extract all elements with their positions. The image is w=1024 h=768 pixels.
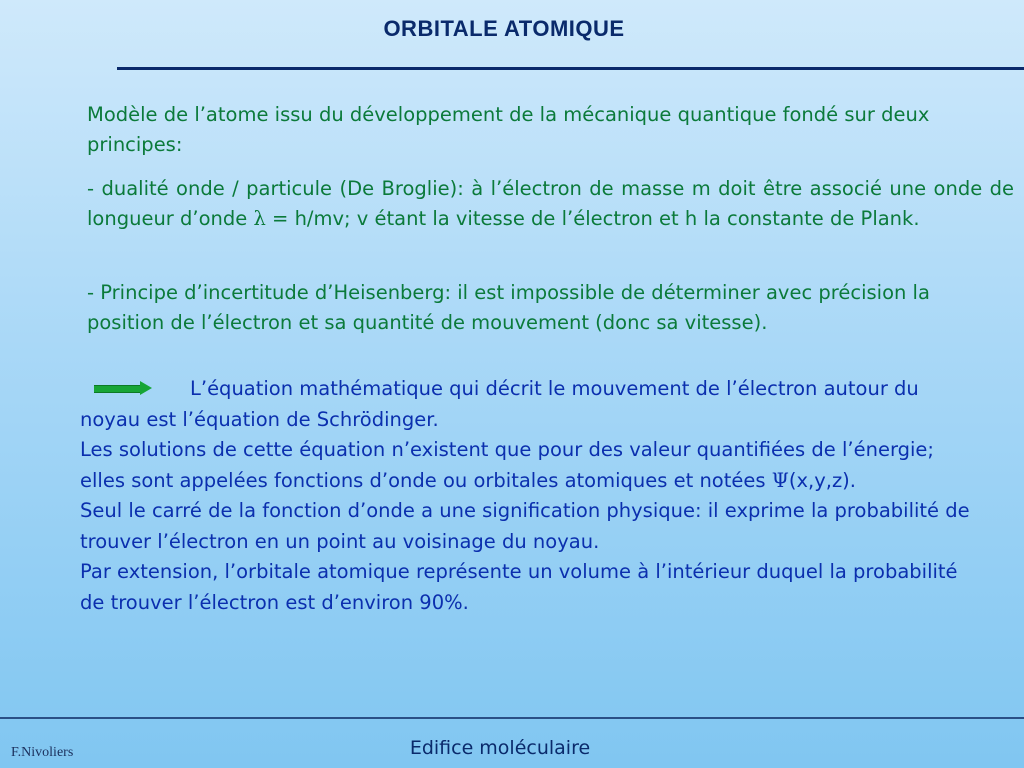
psi-symbol: Ψ [771,468,789,492]
solutions-text: Les solutions de cette équation n’existent que pour des valeur quantifiées de l’énergie; elles sont appelées fonctions d’onde ou orbitales atomiques et notées [80,438,934,492]
right-arrow-icon [94,381,152,395]
principle-duality-text: - dualité onde / particule (De Broglie): à l’électron de masse m doit être associé une onde de longueur d’onde [87,177,1014,230]
intro-paragraph: Modèle de l’atome issu du développement de la mécanique quantique fondé sur deux principes: [87,103,930,156]
footer-author: F.Nivoliers [11,745,74,760]
extension-paragraph: Par extension, l’orbitale atomique représente un volume à l’intérieur duquel la probabilité de trouver l’électron est d’environ 90%. [80,560,958,614]
solutions-text-end: (x,y,z). [788,468,856,492]
solutions-paragraph [80,435,985,496]
footer-divider [0,717,1024,719]
title-underline [117,67,1024,70]
principle-duality-text-end: = h/mv; v étant la vitesse de l’électron et h la constante de Plank. [265,207,920,230]
square-paragraph: Seul le carré de la fonction d’onde a une signification physique: il exprime la probabilité de trouver l’électron en un point au voisinage du noyau. [80,499,970,553]
lambda-symbol: λ [253,207,266,230]
principle-duality [87,174,1014,234]
slide-title: ORBITALE ATOMIQUE [383,16,625,41]
principle-heisenberg: - Principe d’incertitude d’Heisenberg: il est impossible de déterminer avec précision la position de l’électron et sa quantité de mouvement (donc sa vitesse). [87,281,930,334]
footer-title: Edifice moléculaire [409,737,591,759]
schrodinger-block [80,374,985,618]
equation-text: L’équation mathématique qui décrit le mouvement de l’électron autour du noyau est l’équation de Schrödinger. [80,377,919,431]
equation-paragraph [80,374,985,435]
